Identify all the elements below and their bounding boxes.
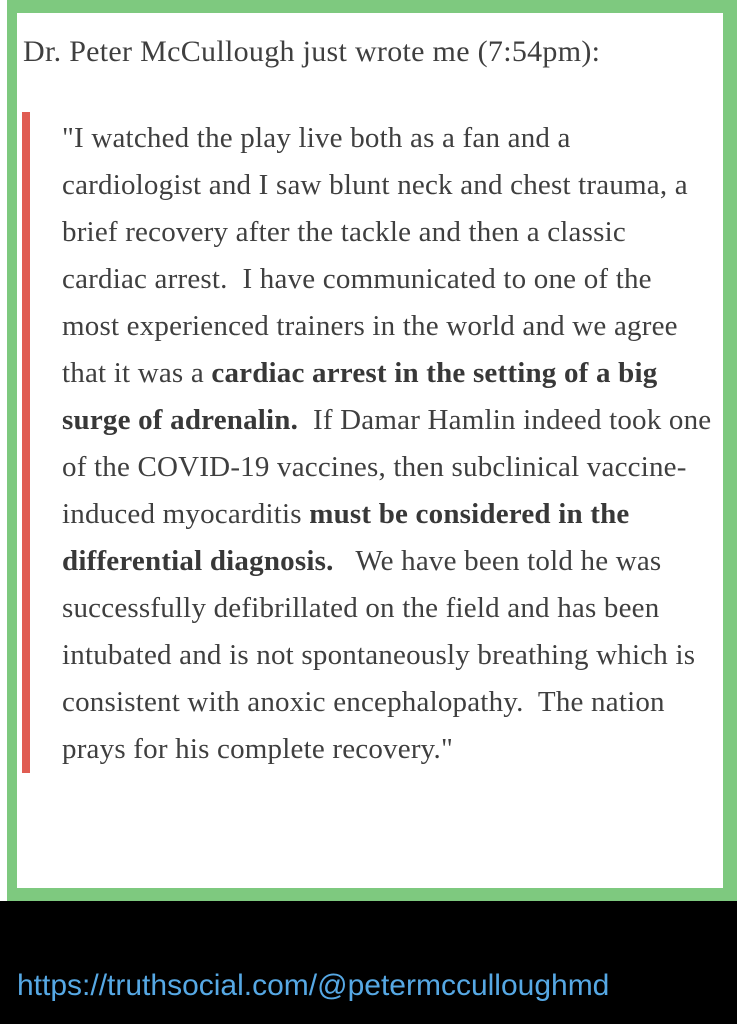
post-card — [7, 0, 737, 901]
quote-segment-bold-2: must be considered in the differential diagnosis. — [62, 498, 637, 577]
truthsocial-link[interactable]: https://truthsocial.com/@petermcculloughmd — [17, 969, 610, 1002]
quote-block — [22, 112, 728, 773]
quote-segment-regular-2: If Damar Hamlin indeed took one of the COVID-19 vaccines, then subclinical vaccine-induced myocarditis — [62, 404, 719, 530]
quote-text — [62, 115, 719, 773]
quote-segment-regular-1: "I watched the play live both as a fan and a cardiologist and I saw blunt neck and chest trauma, a brief recovery after the tackle and then a classic cardiac arrest. I have communicated to one of the most experienced trainers in the world and we agree that it was a — [62, 122, 696, 389]
quote-segment-regular-3: We have been told he was successfully defibrillated on the field and has been intubated and is not spontaneously breathing which is consistent with anoxic encephalopathy. The nation prays for his complete recovery." — [62, 545, 703, 765]
post-intro-text: Dr. Peter McCullough just wrote me (7:54pm): — [23, 35, 601, 68]
quote-segment-bold-1: cardiac arrest in the setting of a big surge of adrenalin. — [62, 357, 665, 436]
footer-bar — [0, 901, 737, 1024]
